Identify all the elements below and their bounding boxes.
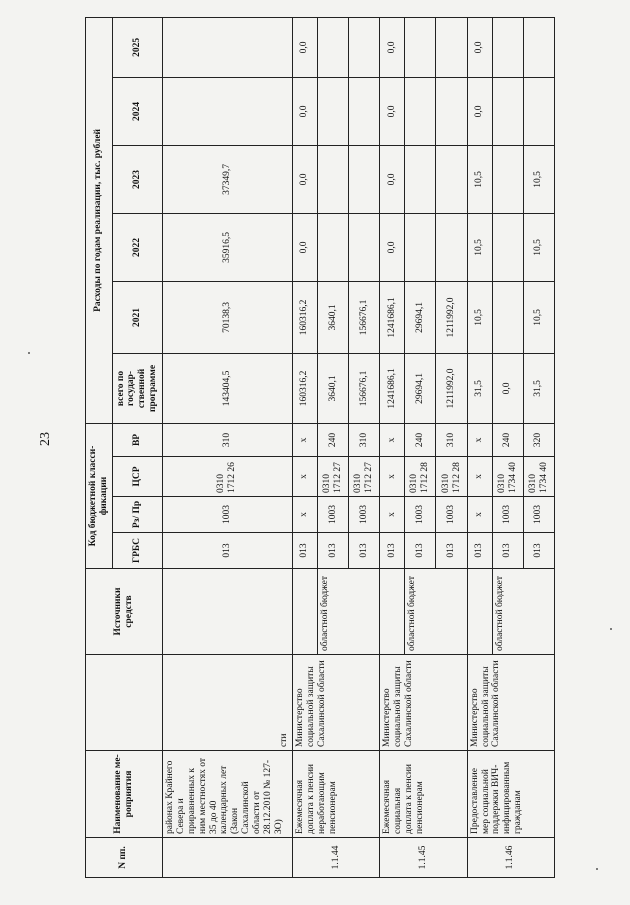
cell-grbs: 013 <box>162 533 292 569</box>
cell-2021: 10,5 <box>467 281 492 353</box>
cell-2022 <box>405 213 436 281</box>
scan-speck <box>596 868 598 870</box>
cell-rzpr: х <box>292 497 317 533</box>
header-executor <box>86 655 163 751</box>
cell-2022 <box>492 213 523 281</box>
cell-num: 1.1.44 <box>292 838 379 878</box>
cell-num: 1.1.46 <box>467 838 554 878</box>
cell-2022: 10,5 <box>467 213 492 281</box>
cell-2023 <box>317 145 348 213</box>
cell-2023: 0,0 <box>292 145 317 213</box>
page-number: 23 <box>38 432 53 446</box>
cell-grbs: 013 <box>523 533 554 569</box>
cell-csr: 0310 1712 27 <box>349 457 380 497</box>
cell-csr: 0310 1734 40 <box>523 457 554 497</box>
header-num: N пп. <box>86 838 163 878</box>
cell-2023 <box>436 145 467 213</box>
cell-grbs: 013 <box>380 533 405 569</box>
cell-2021: 160316,2 <box>292 281 317 353</box>
cell-2024 <box>162 77 292 145</box>
cell-2023 <box>405 145 436 213</box>
cell-2021 <box>492 281 523 353</box>
cell-total: 3640,1 <box>317 353 348 423</box>
cell-2024: 0,0 <box>467 77 492 145</box>
cell-vr: 240 <box>492 423 523 456</box>
cell-2025 <box>317 17 348 77</box>
cell-rzpr: 1003 <box>436 497 467 533</box>
cell-2025: 0,0 <box>380 17 405 77</box>
header-2024: 2024 <box>112 77 162 145</box>
cell-source: областной бюджет <box>317 569 379 655</box>
cell-2023 <box>492 145 523 213</box>
header-vr: ВР <box>112 423 162 456</box>
cell-name: районах Крайнего Севера и приравненных к ним местностях от 35 до 40 календарных лет (Закон Сахалинской области от 28.12.2010 № 127-ЗО) <box>162 751 292 838</box>
table-row <box>467 17 492 877</box>
cell-total: 0,0 <box>492 353 523 423</box>
cell-num: 1.1.45 <box>380 838 467 878</box>
cell-csr: 0310 1712 28 <box>436 457 467 497</box>
header-2025: 2025 <box>112 17 162 77</box>
cell-2025 <box>405 17 436 77</box>
cell-vr: 310 <box>162 423 292 456</box>
cell-2021: 70138,3 <box>162 281 292 353</box>
cell-2023: 10,5 <box>523 145 554 213</box>
cell-2024 <box>492 77 523 145</box>
header-csr: ЦСР <box>112 457 162 497</box>
cell-2025 <box>492 17 523 77</box>
cell-source <box>162 569 292 655</box>
cell-csr: х <box>380 457 405 497</box>
cell-grbs: 013 <box>467 533 492 569</box>
cell-name: Ежемесячная социальная доплата к пенсии пенсионерам <box>380 751 467 838</box>
cell-2022: 0,0 <box>292 213 317 281</box>
cell-2022: 10,5 <box>523 213 554 281</box>
header-2022: 2022 <box>112 213 162 281</box>
header-source: Источники средств <box>86 569 163 655</box>
cell-grbs: 013 <box>349 533 380 569</box>
cell-source <box>380 569 405 655</box>
header-total: всего по государ-ственной программе <box>112 353 162 423</box>
cell-grbs: 013 <box>317 533 348 569</box>
header-2021: 2021 <box>112 281 162 353</box>
cell-rzpr: 1003 <box>317 497 348 533</box>
table-row <box>162 17 292 877</box>
cell-csr: х <box>467 457 492 497</box>
cell-2021: 3640,1 <box>317 281 348 353</box>
cell-num <box>162 838 292 878</box>
cell-rzpr: 1003 <box>523 497 554 533</box>
cell-grbs: 013 <box>405 533 436 569</box>
cell-grbs: 013 <box>492 533 523 569</box>
cell-2021: 10,5 <box>523 281 554 353</box>
cell-total: 1211992,0 <box>436 353 467 423</box>
cell-rzpr: 1003 <box>405 497 436 533</box>
scan-speck <box>610 628 612 630</box>
cell-total: 29694,1 <box>405 353 436 423</box>
cell-grbs: 013 <box>292 533 317 569</box>
cell-2022: 35916,5 <box>162 213 292 281</box>
cell-executor: Министерство социальной защиты Сахалинской области <box>292 655 379 751</box>
cell-total: 1241686,1 <box>380 353 405 423</box>
cell-vr: х <box>380 423 405 456</box>
cell-2025: 0,0 <box>292 17 317 77</box>
cell-2021: 1241686,1 <box>380 281 405 353</box>
cell-source <box>467 569 492 655</box>
table-row <box>292 17 317 877</box>
cell-vr: 240 <box>317 423 348 456</box>
header-rzpr: Рз/ Пр <box>112 497 162 533</box>
cell-2021: 29694,1 <box>405 281 436 353</box>
scan-speck <box>28 352 30 354</box>
cell-name: Предоставление мер социальной поддержки ВИЧ-инфицированным гражданам <box>467 751 554 838</box>
cell-2024 <box>523 77 554 145</box>
cell-total: 143404,5 <box>162 353 292 423</box>
cell-2025 <box>162 17 292 77</box>
cell-source: областной бюджет <box>405 569 467 655</box>
cell-source: областной бюджет <box>492 569 554 655</box>
cell-rzpr: х <box>380 497 405 533</box>
cell-2021: 1211992,0 <box>436 281 467 353</box>
cell-2023 <box>349 145 380 213</box>
header-budget-code: Код бюджетной класси-фикации <box>86 423 113 568</box>
cell-2022 <box>349 213 380 281</box>
cell-total: 160316,2 <box>292 353 317 423</box>
cell-2022 <box>436 213 467 281</box>
cell-vr: х <box>292 423 317 456</box>
cell-total: 31,5 <box>523 353 554 423</box>
header-2023: 2023 <box>112 145 162 213</box>
cell-csr: 0310 1712 27 <box>317 457 348 497</box>
cell-2025: 0,0 <box>467 17 492 77</box>
cell-vr: 320 <box>523 423 554 456</box>
cell-2024 <box>436 77 467 145</box>
table-row <box>380 17 405 877</box>
cell-2024: 0,0 <box>380 77 405 145</box>
budget-table-container <box>85 18 555 878</box>
cell-csr: 0310 1712 26 <box>162 457 292 497</box>
cell-vr: 240 <box>405 423 436 456</box>
cell-executor: сти <box>162 655 292 751</box>
cell-total: 156676,1 <box>349 353 380 423</box>
cell-vr: 310 <box>436 423 467 456</box>
cell-rzpr: х <box>467 497 492 533</box>
cell-2024: 0,0 <box>292 77 317 145</box>
cell-csr: 0310 1734 40 <box>492 457 523 497</box>
cell-rzpr: 1003 <box>349 497 380 533</box>
cell-2022: 0,0 <box>380 213 405 281</box>
cell-2021: 156676,1 <box>349 281 380 353</box>
cell-name: Ежемесячная доплата к пенсии неработающим пенсионерам <box>292 751 379 838</box>
cell-total: 31,5 <box>467 353 492 423</box>
cell-2023: 10,5 <box>467 145 492 213</box>
cell-2023: 37349,7 <box>162 145 292 213</box>
cell-csr: х <box>292 457 317 497</box>
cell-executor: Министерство социальной защиты Сахалинской области <box>467 655 554 751</box>
cell-2025 <box>349 17 380 77</box>
cell-csr: 0310 1712 28 <box>405 457 436 497</box>
cell-executor: Министерство социальной защиты Сахалинской области <box>380 655 467 751</box>
cell-rzpr: 1003 <box>492 497 523 533</box>
cell-2022 <box>317 213 348 281</box>
cell-2025 <box>436 17 467 77</box>
header-expenses: Расходы по годам реализации, тыс. рублей <box>86 17 113 423</box>
header-name: Наименование ме-роприятия <box>86 751 163 838</box>
cell-2025 <box>523 17 554 77</box>
cell-2024 <box>405 77 436 145</box>
cell-2024 <box>317 77 348 145</box>
cell-source <box>292 569 317 655</box>
cell-2023: 0,0 <box>380 145 405 213</box>
cell-vr: 310 <box>349 423 380 456</box>
budget-table <box>85 17 555 878</box>
cell-grbs: 013 <box>436 533 467 569</box>
header-grbs: ГРБС <box>112 533 162 569</box>
cell-rzpr: 1003 <box>162 497 292 533</box>
cell-2024 <box>349 77 380 145</box>
cell-vr: х <box>467 423 492 456</box>
